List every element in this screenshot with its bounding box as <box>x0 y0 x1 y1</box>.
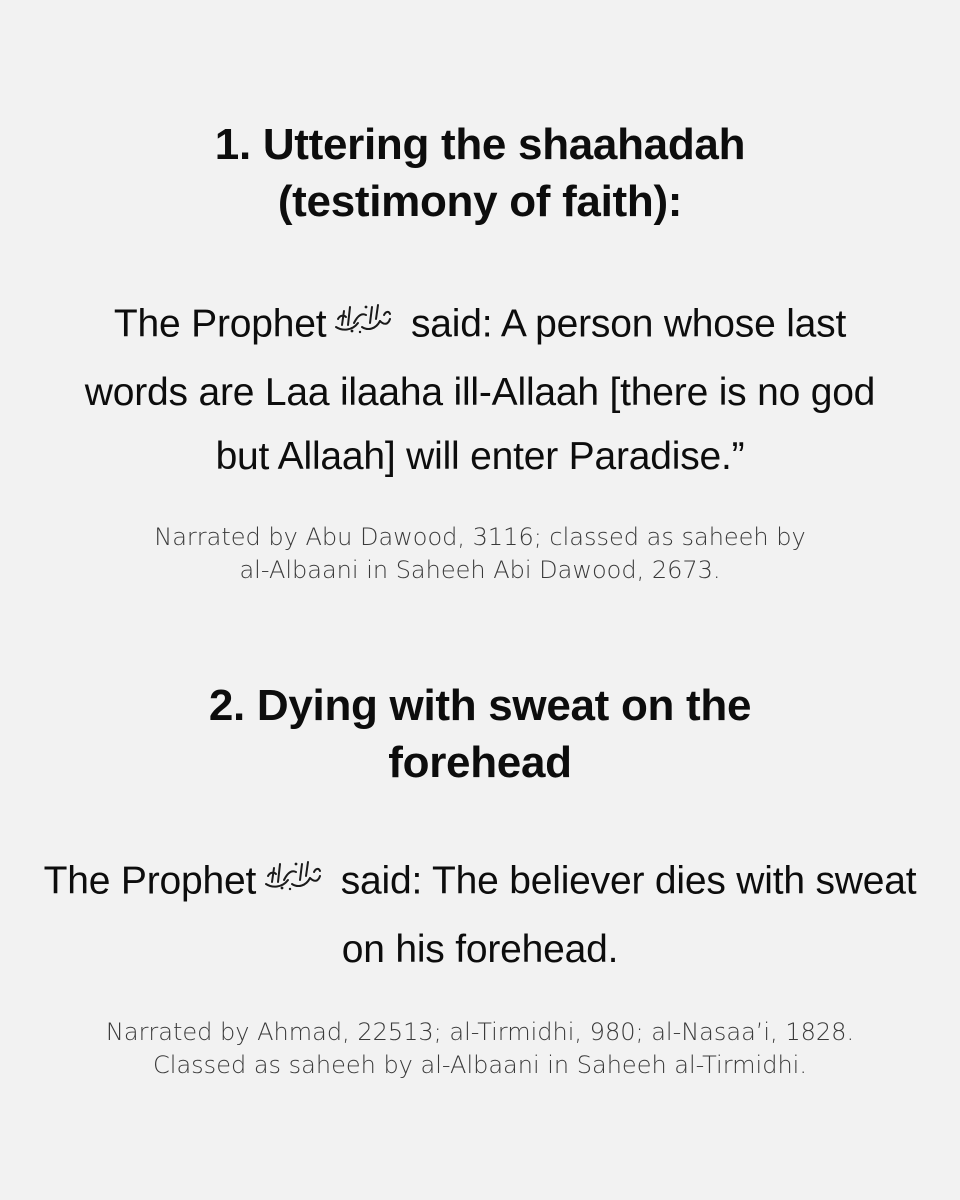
section-2-source <box>0 1016 960 1082</box>
section-2-quote-line-1-rest: said: The believer dies with sweat <box>330 859 917 903</box>
section-1-quote <box>0 291 960 489</box>
salawat-calligraphy-icon <box>262 848 324 912</box>
section-1-source-line-1: Narrated by Abu Dawood, 3116; classed as saheeh by <box>154 523 806 551</box>
section-2-quote-prefix: The Prophet <box>43 859 257 903</box>
section-1-source <box>0 521 960 587</box>
section-1-heading-line-1: 1. Uttering the shaahadah <box>214 120 746 169</box>
section-2-heading <box>0 677 960 791</box>
section-1-quote-line-1-rest: said: A person whose last <box>400 302 847 346</box>
salawat-calligraphy-icon <box>332 291 394 355</box>
section-1-quote-line-2: words are Laa ilaaha ill-Allaah [there is no god <box>84 371 876 414</box>
section-1-source-line-2: al-Albaani in Saheeh Abi Dawood, 2673. <box>239 556 721 584</box>
section-2-heading-line-1: 2. Dying with sweat on the <box>208 681 752 730</box>
section-1-quote-line-1 <box>0 291 960 361</box>
section-1-heading-line-2: (testimony of faith): <box>277 177 683 226</box>
section-2-source-line-1: Narrated by Ahmad, 22513; al-Tirmidhi, 980; al-Nasaa’i, 1828. <box>105 1018 855 1046</box>
section-1-quote-line-3: but Allaah] will enter Paradise.” <box>215 435 745 478</box>
section-2-quote-line-2: on his forehead. <box>341 928 619 971</box>
section-2-source-line-2: Classed as saheeh by al-Albaani in Saheeh al-Tirmidhi. <box>153 1051 807 1079</box>
section-1-heading <box>0 116 960 230</box>
section-2-heading-line-2: forehead <box>388 738 572 787</box>
section-1-quote-prefix: The Prophet <box>113 302 327 346</box>
section-2-quote-line-1 <box>0 848 960 918</box>
section-2-quote <box>0 848 960 982</box>
